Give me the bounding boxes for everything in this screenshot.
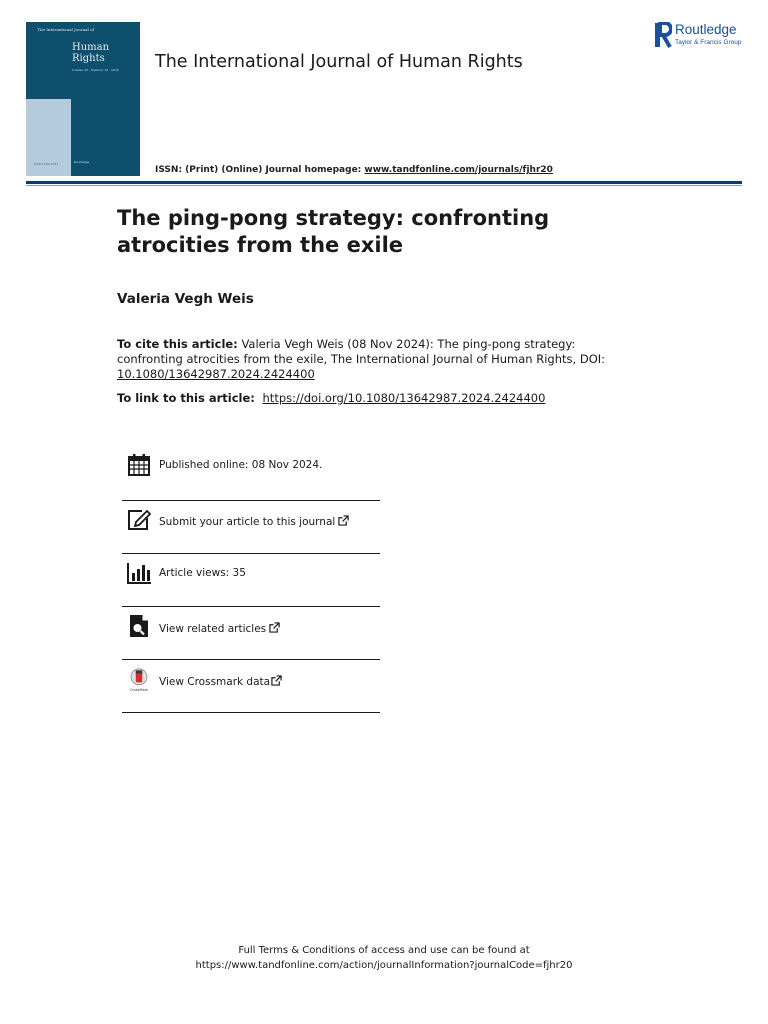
cite-doi-link[interactable]: 10.1080/13642987.2024.2424400: [117, 367, 315, 381]
article-title: The ping-pong strategy: confronting atrocities from the exile: [117, 206, 550, 257]
submit-article-link[interactable]: [159, 515, 349, 528]
link-label: To link to this article:: [117, 391, 259, 405]
related-row[interactable]: [122, 607, 380, 659]
crossmark-row[interactable]: [122, 660, 380, 712]
cover-small-text: The International Journal of: [37, 27, 94, 32]
submit-label: Submit your article to this journal: [159, 516, 336, 528]
crossmark-label: View Crossmark data: [159, 676, 271, 688]
related-articles-link[interactable]: [159, 622, 280, 635]
journal-homepage-link[interactable]: www.tandfonline.com/journals/fjhr20: [364, 165, 553, 175]
terms-line: Full Terms & Conditions of access and use can be found at: [238, 945, 530, 956]
cover-title: [72, 42, 138, 64]
external-link-icon: [269, 622, 280, 633]
cover-title-line2: Rights: [72, 53, 105, 64]
link-block: [117, 391, 637, 405]
related-label: View related articles: [159, 623, 267, 635]
submit-row[interactable]: [122, 501, 380, 553]
cover-title-line1: Human: [72, 42, 110, 53]
cite-label: To cite this article:: [117, 337, 238, 351]
routledge-r-icon: [654, 22, 672, 48]
cite-text: Valeria Vegh Weis (08 Nov 2024): The ping-pong strategy: confronting atrocities from the exile, The International Journal of Human Rights, DOI:: [117, 337, 606, 366]
document-search-icon: [127, 614, 151, 638]
issn-prefix: ISSN: (Print) (Online) Journal homepage:: [155, 165, 365, 175]
cover-issn: ISSN 1364-2987: [34, 162, 59, 166]
published-date: Published online: 08 Nov 2024.: [159, 459, 323, 471]
external-link-icon: [338, 515, 349, 526]
terms-footer: [134, 943, 634, 973]
article-views: Article views: 35: [159, 567, 246, 579]
journal-title: The International Journal of Human Rights: [155, 52, 523, 72]
cover-dark-band: [26, 22, 71, 99]
bar-chart-icon: [127, 561, 151, 585]
header-divider-thin: [26, 185, 742, 186]
publisher-logo[interactable]: [654, 22, 746, 50]
publisher-name: Routledge: [675, 22, 737, 37]
citation-block: [117, 337, 637, 382]
cover-volume: Volume 28 · Number 10 · 2024: [72, 68, 119, 72]
terms-url[interactable]: https://www.tandfonline.com/action/journalInformation?journalCode=fjhr20: [195, 960, 573, 971]
publisher-group: Taylor & Francis Group: [675, 39, 742, 46]
info-divider: [122, 712, 380, 713]
edit-icon: [127, 508, 151, 532]
published-row: [122, 448, 380, 500]
issn-line: [155, 165, 635, 175]
doi-link[interactable]: https://doi.org/10.1080/13642987.2024.2424400: [262, 391, 546, 405]
crossmark-small-label: CrossMark: [129, 687, 149, 692]
views-row: [122, 554, 380, 606]
calendar-icon: [127, 453, 151, 477]
header-divider: [26, 181, 742, 184]
external-link-icon: [271, 675, 282, 686]
journal-cover-image: [26, 22, 140, 176]
article-info-list: [122, 448, 380, 713]
crossmark-link[interactable]: [159, 675, 282, 688]
article-author: Valeria Vegh Weis: [117, 291, 254, 307]
cover-publisher-logo: Routledge: [74, 160, 90, 164]
crossmark-icon: [127, 668, 151, 692]
